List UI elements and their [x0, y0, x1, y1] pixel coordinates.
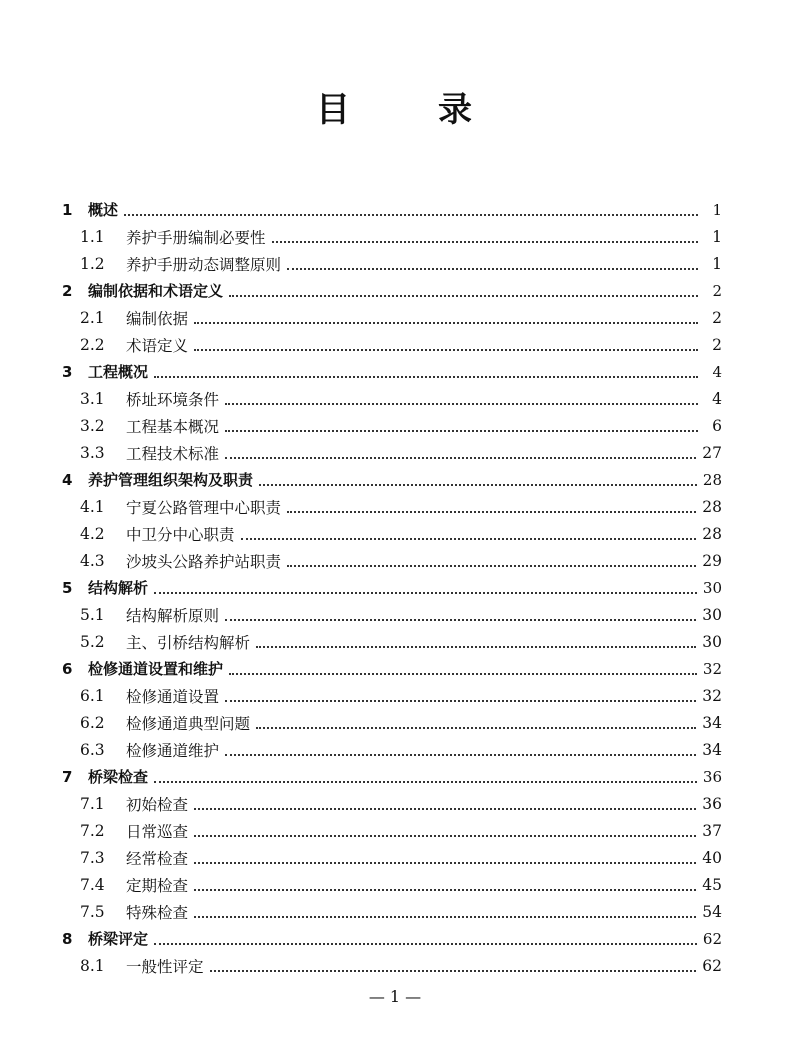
toc-entry-title: 定期检查	[126, 876, 189, 895]
toc-entry-page: 30	[702, 632, 722, 651]
toc-entry-number: 4.3	[80, 551, 105, 570]
toc-entry-title: 桥梁检查	[88, 768, 149, 786]
toc-entry-page: 28	[702, 524, 722, 543]
toc-entry-title: 日常巡查	[126, 822, 189, 841]
toc-leader-dots	[225, 700, 696, 702]
toc-entry-page: 30	[702, 605, 722, 624]
toc-entry-number: 3	[62, 362, 73, 381]
title-char-2: 录	[438, 90, 474, 130]
toc-entry-title: 检修通道维护	[126, 741, 220, 760]
toc-entry-title: 概述	[88, 201, 119, 219]
table-of-contents	[62, 196, 722, 979]
toc-entry-number: 7.3	[80, 848, 105, 867]
toc-leader-dots	[154, 781, 697, 783]
toc-entry-number: 7.5	[80, 902, 105, 921]
toc-section-row[interactable]	[62, 601, 722, 628]
toc-entry-number: 2.2	[80, 335, 105, 354]
toc-entry-number: 2.1	[80, 308, 105, 327]
toc-section-row[interactable]	[62, 844, 722, 871]
toc-section-row[interactable]	[62, 385, 722, 412]
toc-leader-dots	[124, 214, 698, 216]
toc-chapter-row[interactable]	[62, 196, 722, 223]
toc-entry-number: 5.2	[80, 632, 105, 651]
toc-entry-page: 62	[702, 956, 722, 975]
toc-entry-number: 6.1	[80, 686, 105, 705]
toc-chapter-row[interactable]	[62, 925, 722, 952]
toc-entry-page: 27	[702, 443, 722, 462]
page-title	[0, 82, 790, 131]
toc-section-row[interactable]	[62, 250, 722, 277]
toc-entry-title: 特殊检查	[126, 903, 189, 922]
toc-section-row[interactable]	[62, 871, 722, 898]
toc-entry-page: 32	[702, 686, 722, 705]
toc-entry-page: 2	[712, 281, 722, 300]
toc-entry-number: 6	[62, 659, 73, 678]
toc-entry-page: 28	[702, 470, 722, 489]
toc-entry-title: 养护手册编制必要性	[126, 228, 266, 247]
toc-entry-number: 3.1	[80, 389, 105, 408]
toc-leader-dots	[194, 808, 696, 810]
toc-entry-title: 工程基本概况	[126, 417, 220, 436]
toc-leader-dots	[194, 835, 696, 837]
toc-leader-dots	[256, 727, 696, 729]
toc-entry-number: 1.2	[80, 254, 105, 273]
toc-leader-dots	[225, 754, 696, 756]
toc-section-row[interactable]	[62, 223, 722, 250]
toc-entry-page: 6	[712, 416, 722, 435]
toc-entry-page: 30	[702, 578, 722, 597]
toc-section-row[interactable]	[62, 412, 722, 439]
toc-chapter-row[interactable]	[62, 655, 722, 682]
toc-entry-page: 1	[712, 200, 722, 219]
toc-entry-title: 编制依据	[126, 309, 189, 328]
toc-section-row[interactable]	[62, 493, 722, 520]
toc-entry-title: 结构解析	[88, 579, 149, 597]
toc-section-row[interactable]	[62, 628, 722, 655]
toc-chapter-row[interactable]	[62, 358, 722, 385]
toc-entry-page: 32	[702, 659, 722, 678]
toc-entry-title: 中卫分中心职责	[126, 525, 235, 544]
toc-leader-dots	[229, 295, 698, 297]
toc-entry-number: 2	[62, 281, 73, 300]
toc-entry-title: 结构解析原则	[126, 606, 220, 625]
toc-leader-dots	[229, 673, 697, 675]
toc-section-row[interactable]	[62, 304, 722, 331]
toc-entry-title: 宁夏公路管理中心职责	[126, 498, 282, 517]
toc-section-row[interactable]	[62, 331, 722, 358]
toc-section-row[interactable]	[62, 817, 722, 844]
toc-entry-page: 45	[702, 875, 722, 894]
toc-entry-number: 4	[62, 470, 73, 489]
toc-entry-title: 沙坡头公路养护站职责	[126, 552, 282, 571]
toc-entry-number: 8	[62, 929, 73, 948]
toc-entry-page: 4	[712, 389, 722, 408]
toc-leader-dots	[225, 457, 696, 459]
toc-leader-dots	[241, 538, 697, 540]
toc-leader-dots	[272, 241, 698, 243]
toc-leader-dots	[194, 916, 696, 918]
toc-entry-page: 1	[712, 227, 722, 246]
toc-section-row[interactable]	[62, 547, 722, 574]
toc-entry-number: 7	[62, 767, 73, 786]
toc-entry-page: 1	[712, 254, 722, 273]
toc-entry-number: 1	[62, 200, 73, 219]
toc-entry-title: 检修通道典型问题	[126, 714, 251, 733]
toc-entry-number: 3.3	[80, 443, 105, 462]
toc-leader-dots	[287, 268, 698, 270]
toc-section-row[interactable]	[62, 682, 722, 709]
toc-chapter-row[interactable]	[62, 277, 722, 304]
toc-entry-number: 7.2	[80, 821, 105, 840]
toc-section-row[interactable]	[62, 439, 722, 466]
toc-leader-dots	[154, 376, 698, 378]
toc-entry-page: 29	[702, 551, 722, 570]
toc-entry-number: 7.4	[80, 875, 105, 894]
toc-leader-dots	[287, 511, 696, 513]
toc-section-row[interactable]	[62, 898, 722, 925]
toc-entry-title: 一般性评定	[126, 957, 204, 976]
toc-chapter-row[interactable]	[62, 763, 722, 790]
toc-entry-title: 养护管理组织架构及职责	[88, 471, 254, 489]
toc-entry-number: 3.2	[80, 416, 105, 435]
toc-entry-page: 2	[712, 335, 722, 354]
toc-leader-dots	[225, 403, 698, 405]
toc-entry-page: 2	[712, 308, 722, 327]
toc-entry-page: 36	[702, 794, 722, 813]
toc-section-row[interactable]	[62, 790, 722, 817]
toc-entry-title: 术语定义	[126, 336, 189, 355]
toc-entry-title: 初始检查	[126, 795, 189, 814]
toc-entry-number: 4.1	[80, 497, 105, 516]
toc-section-row[interactable]	[62, 520, 722, 547]
toc-entry-title: 检修通道设置	[126, 687, 220, 706]
toc-entry-number: 1.1	[80, 227, 105, 246]
toc-leader-dots	[194, 889, 696, 891]
toc-entry-number: 5.1	[80, 605, 105, 624]
toc-entry-page: 36	[702, 767, 722, 786]
toc-leader-dots	[225, 430, 698, 432]
toc-entry-title: 桥址环境条件	[126, 390, 220, 409]
toc-entry-page: 4	[712, 362, 722, 381]
toc-entry-page: 37	[702, 821, 722, 840]
toc-entry-page: 34	[702, 740, 722, 759]
toc-leader-dots	[194, 349, 698, 351]
toc-leader-dots	[194, 322, 698, 324]
toc-entry-page: 34	[702, 713, 722, 732]
toc-entry-page: 54	[702, 902, 722, 921]
toc-section-row[interactable]	[62, 736, 722, 763]
toc-section-row[interactable]	[62, 709, 722, 736]
toc-entry-title: 桥梁评定	[88, 930, 149, 948]
toc-leader-dots	[210, 970, 697, 972]
toc-entry-title: 工程概况	[88, 363, 149, 381]
title-char-1: 目	[316, 90, 352, 130]
toc-leader-dots	[154, 592, 697, 594]
toc-entry-title: 养护手册动态调整原则	[126, 255, 282, 274]
toc-leader-dots	[259, 484, 697, 486]
toc-leader-dots	[287, 565, 696, 567]
toc-entry-page: 28	[702, 497, 722, 516]
toc-entry-page: 40	[702, 848, 722, 867]
toc-leader-dots	[256, 646, 696, 648]
toc-entry-title: 检修通道设置和维护	[88, 660, 224, 678]
toc-entry-title: 经常检查	[126, 849, 189, 868]
page-number-footer: — 1 —	[368, 987, 422, 1006]
toc-entry-number: 6.2	[80, 713, 105, 732]
toc-entry-number: 6.3	[80, 740, 105, 759]
toc-leader-dots	[154, 943, 697, 945]
toc-entry-title: 工程技术标准	[126, 444, 220, 463]
toc-entry-title: 编制依据和术语定义	[88, 282, 224, 300]
toc-entry-number: 4.2	[80, 524, 105, 543]
toc-entry-number: 8.1	[80, 956, 105, 975]
toc-leader-dots	[225, 619, 696, 621]
toc-chapter-row[interactable]	[62, 466, 722, 493]
toc-entry-number: 7.1	[80, 794, 105, 813]
toc-entry-number: 5	[62, 578, 73, 597]
toc-entry-title: 主、引桥结构解析	[126, 633, 251, 652]
toc-entry-page: 62	[702, 929, 722, 948]
toc-section-row[interactable]	[62, 952, 722, 979]
toc-chapter-row[interactable]	[62, 574, 722, 601]
toc-leader-dots	[194, 862, 696, 864]
